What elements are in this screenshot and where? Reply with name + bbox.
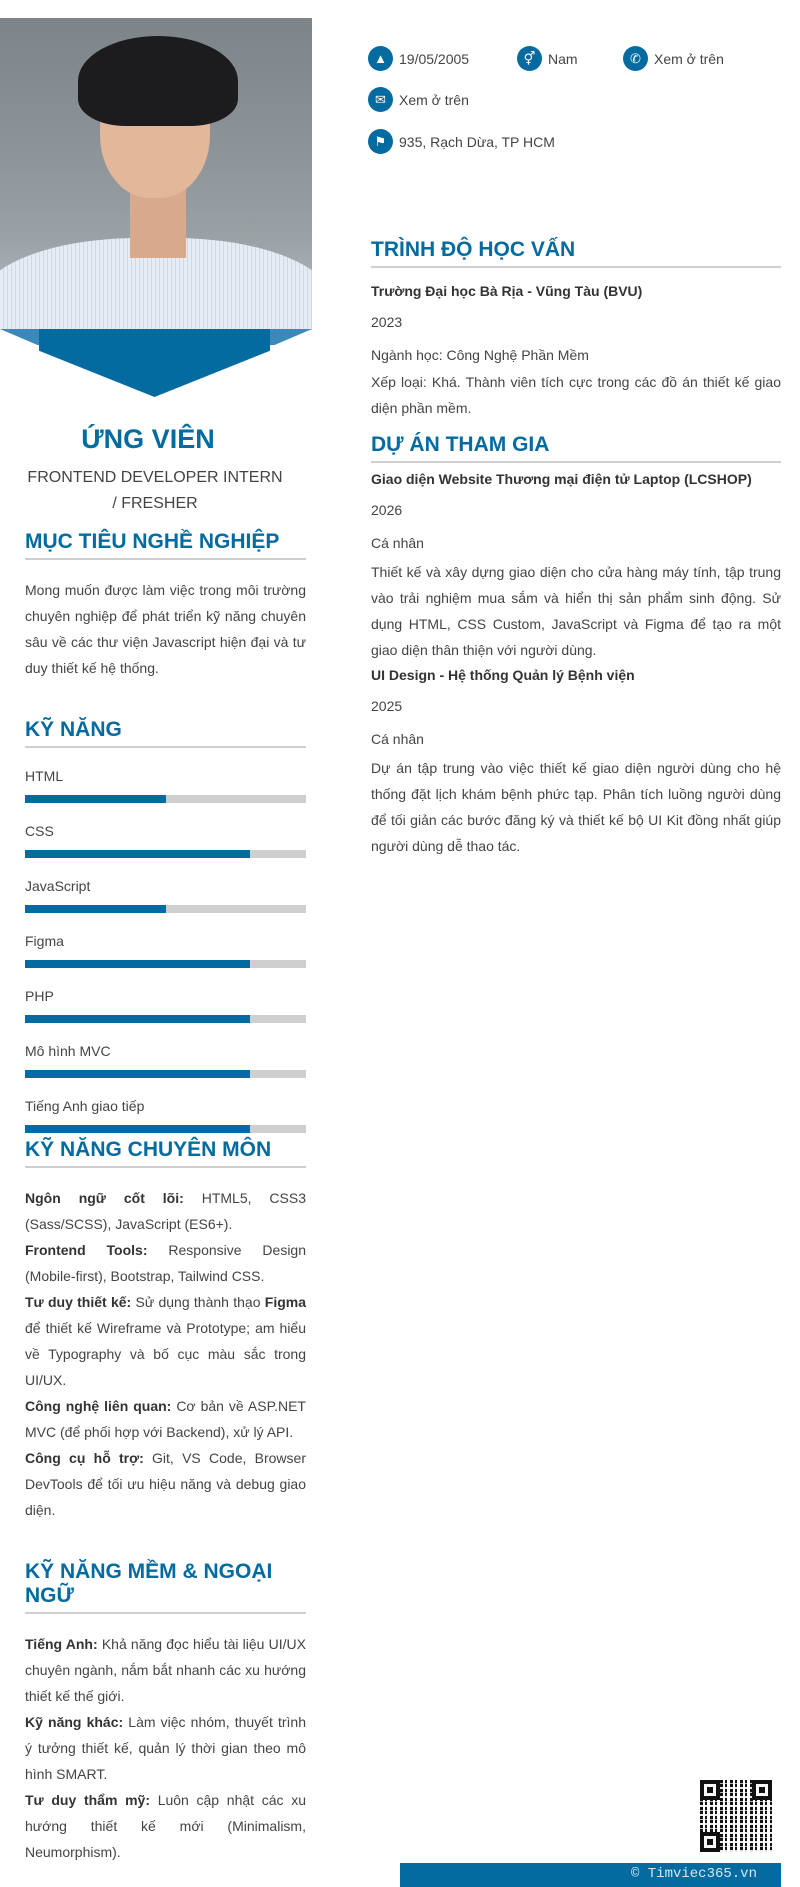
education-major: Ngành học: Công Nghệ Phần Mềm [371, 347, 589, 363]
banner-arrow [39, 329, 270, 397]
skill-bar [25, 850, 306, 858]
objective-text: Mong muốn được làm việc trong môi trường chuyên nghiệp để phát triển kỹ năng chuyên sâu về các thư viện Javascript hiện đại và tư duy thiết kế hệ thống. [25, 582, 306, 676]
skill-bar [25, 1015, 306, 1023]
skill-entry [25, 1445, 306, 1523]
project-description: Dự án tập trung vào việc thiết kế giao diện người dùng cho hệ thống đặt lịch khám bệnh phức tạp. Phân tích luồng người dùng để tối giản các bước đăng ký và thiết kế bộ UI Kit đồng nhất giúp người dùng dễ thao tác. [371, 760, 781, 854]
skill-entry [25, 1709, 306, 1787]
soft-skills-list [25, 1631, 306, 1865]
section-title: KỸ NĂNG CHUYÊN MÔN [25, 1138, 306, 1168]
project-description: Thiết kế và xây dựng giao diện cho cửa hàng máy tính, tập trung vào trải nghiệm mua sắm và hiển thị sản phẩm sinh động. Sử dụng HTML, CSS Custom, JavaScript và Figma để tạo ra một giao diện thân thiện với người dùng. [371, 564, 781, 658]
skill-bar-fill [25, 960, 250, 968]
skill-entry-text: Làm việc nhóm, thuyết trình ý tưởng thiết kế, quản lý thời gian theo mô hình SMART. [25, 1714, 306, 1782]
professional-skills-list [25, 1185, 306, 1523]
skill-label: Tiếng Anh giao tiếp [25, 1098, 145, 1114]
skill-entry [25, 1237, 306, 1289]
skill-bar-fill [25, 905, 166, 913]
skill-bar-fill [25, 795, 166, 803]
skill-entry-label: Tư duy thiết kế: [25, 1294, 132, 1310]
section-title: TRÌNH ĐỘ HỌC VẤN [371, 238, 781, 268]
project-item [371, 471, 781, 663]
skill-entry-highlight: Figma [264, 1294, 306, 1310]
skill-entry-label: Ngôn ngữ cốt lõi: [25, 1190, 184, 1206]
phone-icon: ✆ [623, 46, 648, 71]
phone-value: Xem ở trên [654, 50, 724, 67]
section-title: MỤC TIÊU NGHỀ NGHIỆP [25, 530, 306, 560]
project-year: 2026 [371, 502, 403, 518]
birthday-value: 19/05/2005 [399, 50, 470, 67]
profile-photo [0, 18, 312, 330]
skill-entry [25, 1787, 306, 1865]
section-title: KỸ NĂNG MỀM & NGOẠI NGỮ [25, 1560, 306, 1614]
professional-skills-section [25, 1138, 306, 1523]
skill-entry-label: Tiếng Anh: [25, 1636, 98, 1652]
skill-label: Figma [25, 933, 64, 949]
skill-entry [25, 1185, 306, 1237]
education-year: 2023 [371, 314, 403, 330]
skills-section [25, 718, 306, 1133]
skill-entry-text: Luôn cập nhật các xu hướng thiết kế mới (Minimalism, Neumorphism). [25, 1792, 306, 1860]
envelope-icon: ✉ [368, 87, 393, 112]
email-value: Xem ở trên [399, 91, 469, 108]
qr-finder [700, 1780, 720, 1800]
contact-address [368, 129, 555, 154]
skill-entry-text: HTML5, CSS3 (Sass/SCSS), JavaScript (ES6+). [25, 1190, 307, 1232]
soft-skills-section [25, 1560, 306, 1865]
footer-copyright[interactable]: © Timviec365.vn [400, 1863, 781, 1887]
skill-bar-fill [25, 850, 250, 858]
project-role: Cá nhân [371, 535, 424, 551]
job-title: FRONTEND DEVELOPER INTERN / FRESHER [27, 469, 283, 512]
education-section [371, 238, 781, 421]
skill-entry-text: Cơ bản về ASP.NET MVC (để phối hợp với Backend), xử lý API. [25, 1398, 306, 1440]
photo-neck [130, 188, 186, 258]
skill-bar-fill [25, 1070, 250, 1078]
qr-finder [752, 1780, 772, 1800]
skill-bar-fill [25, 1125, 250, 1133]
skill-entry-text: Khả năng đọc hiểu tài liệu UI/UX chuyên ngành, nắm bắt nhanh các xu hướng thiết kế thế giới. [25, 1636, 306, 1704]
skills-list [25, 768, 306, 1133]
skill-entry [25, 1631, 306, 1709]
skill-entry-label: Frontend Tools: [25, 1242, 148, 1258]
school-name: Trường Đại học Bà Rịa - Vũng Tàu (BVU) [371, 283, 643, 299]
projects-section [371, 433, 781, 859]
project-role: Cá nhân [371, 731, 424, 747]
objective-section [25, 530, 306, 681]
education-note: Xếp loại: Khá. Thành viên tích cực trong các đồ án thiết kế giao diện phần mềm. [371, 374, 781, 416]
contact-email [368, 87, 469, 112]
skill-label: HTML [25, 768, 64, 784]
skill-entry-text: Sử dụng thành thạo [131, 1294, 265, 1310]
section-title: KỸ NĂNG [25, 718, 306, 748]
skill-bar [25, 1070, 306, 1078]
contact-phone [623, 46, 724, 71]
project-item [371, 667, 781, 859]
skill-entry [25, 1289, 306, 1393]
contact-birthday [368, 46, 469, 71]
skill-entry-text: Git, VS Code, Browser DevTools để tối ưu hiệu năng và debug giao diện. [25, 1450, 306, 1518]
skill-bar [25, 795, 306, 803]
candidate-name: ỨNG VIÊN [81, 424, 215, 454]
section-title: DỰ ÁN THAM GIA [371, 433, 781, 463]
skill-entry-label: Công cụ hỗ trợ: [25, 1450, 144, 1466]
skill-label: Mô hình MVC [25, 1043, 111, 1059]
skill-entry-text: để thiết kế Wireframe và Prototype; am hiểu về Typography và bố cục màu sắc trong UI/UX. [25, 1320, 306, 1388]
gender-value: Nam [548, 50, 578, 67]
skill-entry-label: Công nghệ liên quan: [25, 1398, 172, 1414]
gender-icon: ⚥ [517, 46, 542, 71]
skill-bar [25, 905, 306, 913]
qr-finder [700, 1832, 720, 1852]
projects-list [371, 471, 781, 859]
map-pin-icon: ⚑ [368, 129, 393, 154]
qr-code [700, 1780, 772, 1852]
skill-label: PHP [25, 988, 54, 1004]
photo-hair [78, 36, 238, 126]
skill-bar-fill [25, 1015, 250, 1023]
skill-label: CSS [25, 823, 54, 839]
skill-bar [25, 960, 306, 968]
skill-entry [25, 1393, 306, 1445]
project-year: 2025 [371, 698, 403, 714]
contact-gender [517, 46, 578, 71]
skill-entry-text: Responsive Design (Mobile-first), Bootstrap, Tailwind CSS. [25, 1242, 306, 1284]
address-value: 935, Rạch Dừa, TP HCM [399, 133, 555, 150]
skill-entry-label: Kỹ năng khác: [25, 1714, 124, 1730]
birthday-cake-icon: ▲ [368, 46, 393, 71]
skill-entry-label: Tư duy thẩm mỹ: [25, 1792, 150, 1808]
project-name: Giao diện Website Thương mại điện tử Laptop (LCSHOP) [371, 471, 752, 487]
skill-label: JavaScript [25, 878, 91, 894]
project-name: UI Design - Hệ thống Quản lý Bệnh viện [371, 667, 635, 683]
skill-bar [25, 1125, 306, 1133]
